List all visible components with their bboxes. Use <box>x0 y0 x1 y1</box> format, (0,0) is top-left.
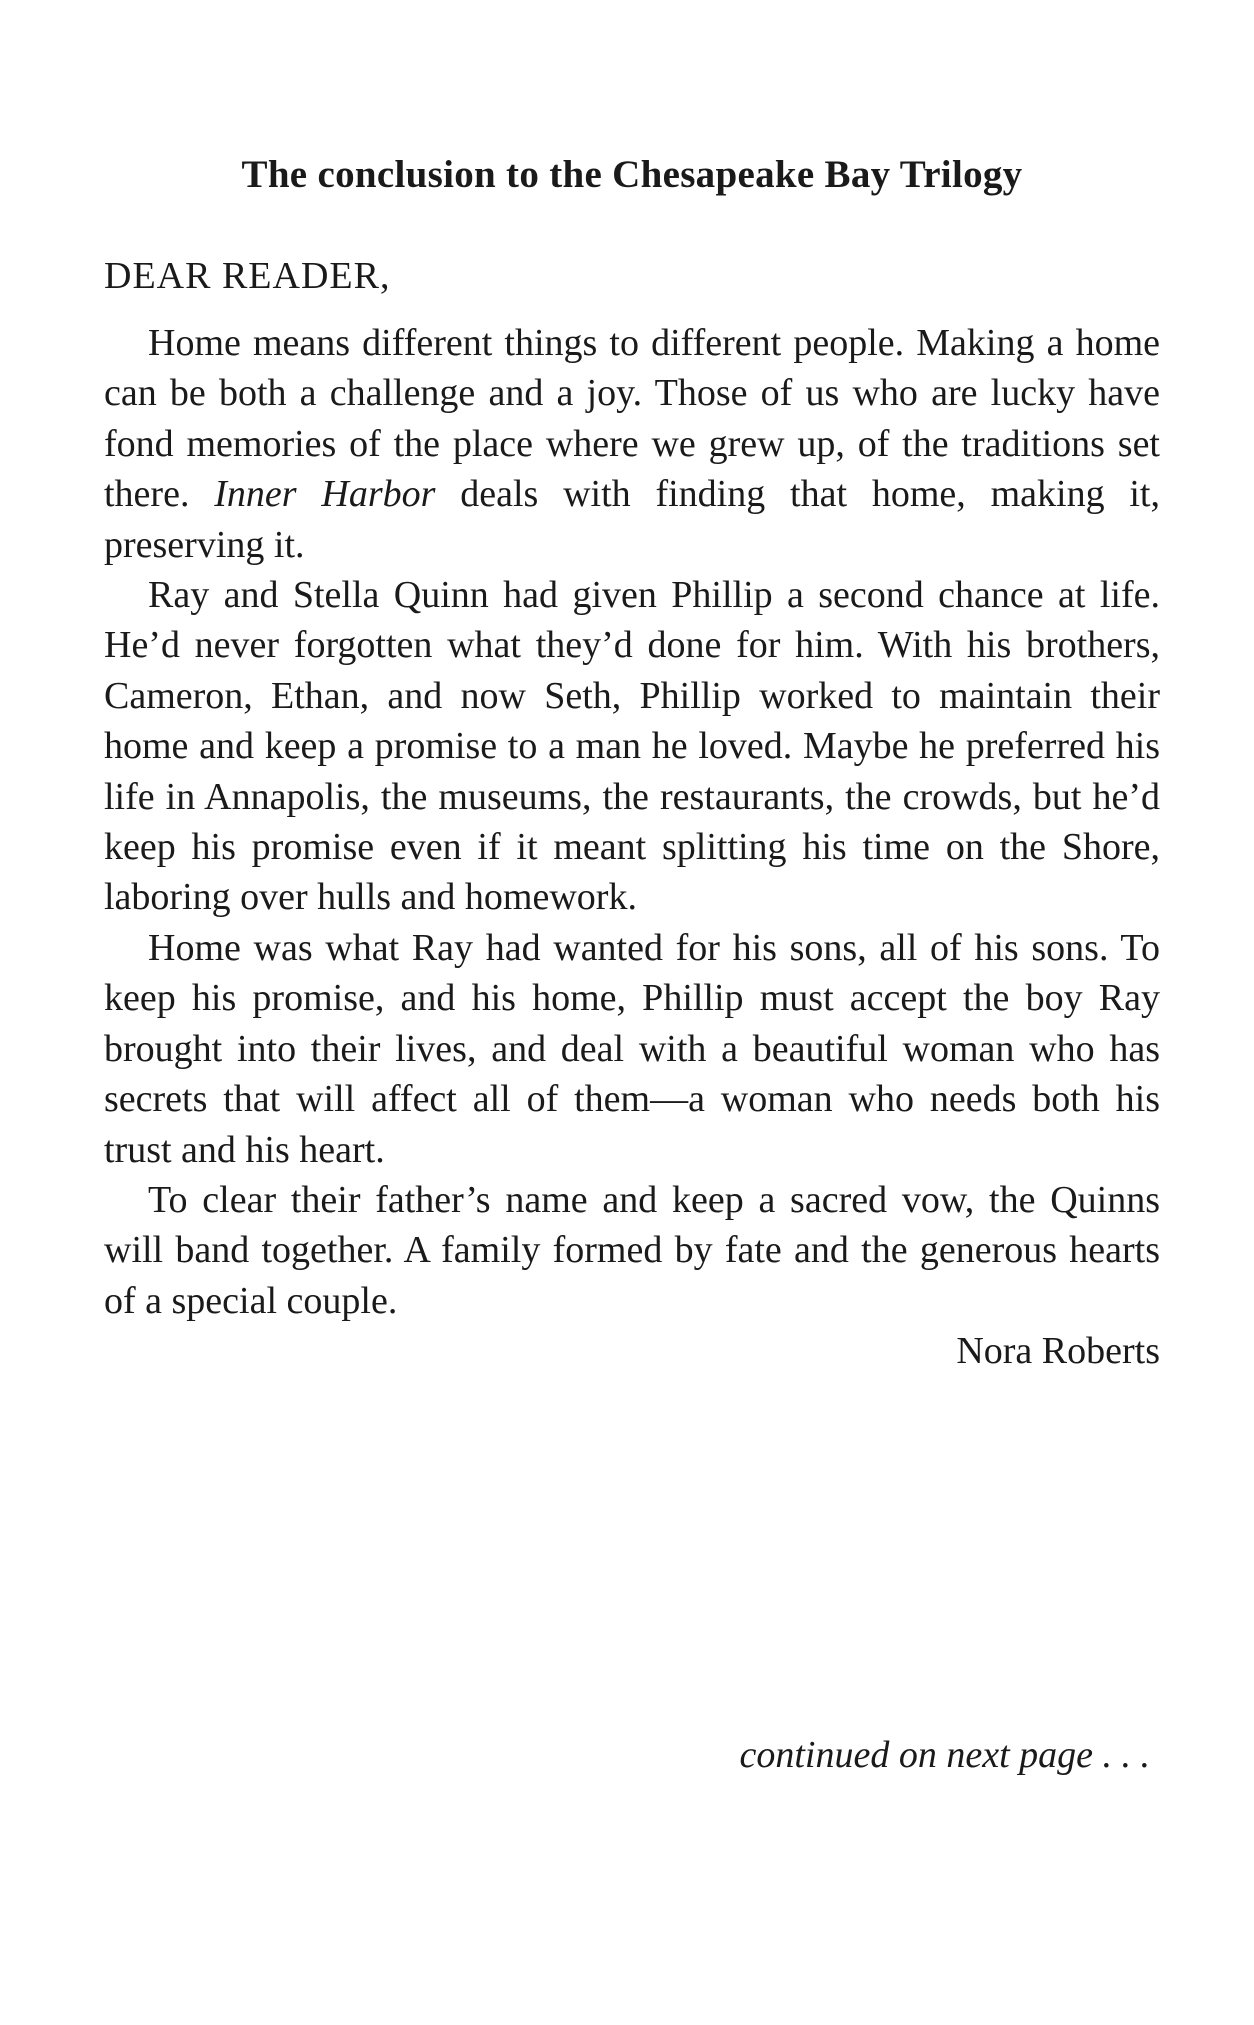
continued-note: continued on next page . . . <box>739 1734 1150 1776</box>
paragraph-phillip: Ray and Stella Quinn had given Phillip a second chance at life. He’d never forgotten what they’d done for him. With his brothers, Cameron, Ethan, and now Seth, Phillip worked to maintain their home and keep a promise to a man he loved. Maybe he preferred his life in Annapolis, the museums, the restaurants, the crowds, but he’d keep his promise even if it meant splitting his time on the Shore, laboring over hulls and homework. <box>104 574 1160 919</box>
page-heading: The conclusion to the Chesapeake Bay Trilogy <box>241 153 1023 196</box>
paragraph-home <box>104 318 1160 570</box>
salutation: DEAR READER, <box>104 255 391 297</box>
letter-page <box>104 150 1160 1376</box>
paragraph-sons: Home was what Ray had wanted for his sons, all of his sons. To keep his promise, and his home, Phillip must accept the boy Ray brought into their lives, and deal with a beautiful woman who has secrets that will affect all of them—a woman who needs both his trust and his heart. <box>104 926 1160 1171</box>
author-signature: Nora Roberts <box>956 1330 1160 1373</box>
paragraph-home-text-end: deals with finding that home, making it, preserving it. <box>104 473 1160 566</box>
paragraph-quinns: To clear their father’s name and keep a sacred vow, the Quinns will band together. A family formed by fate and the generous hearts of a special couple. <box>104 1178 1160 1322</box>
paragraph-home-text-start: Home means different things to different people. Making a home can be both a challenge and a joy. Those of us who are lucky have fond memories of the place where we grew up, of the traditions set there. <box>104 322 1160 516</box>
book-title: Inner Harbor <box>214 473 436 516</box>
